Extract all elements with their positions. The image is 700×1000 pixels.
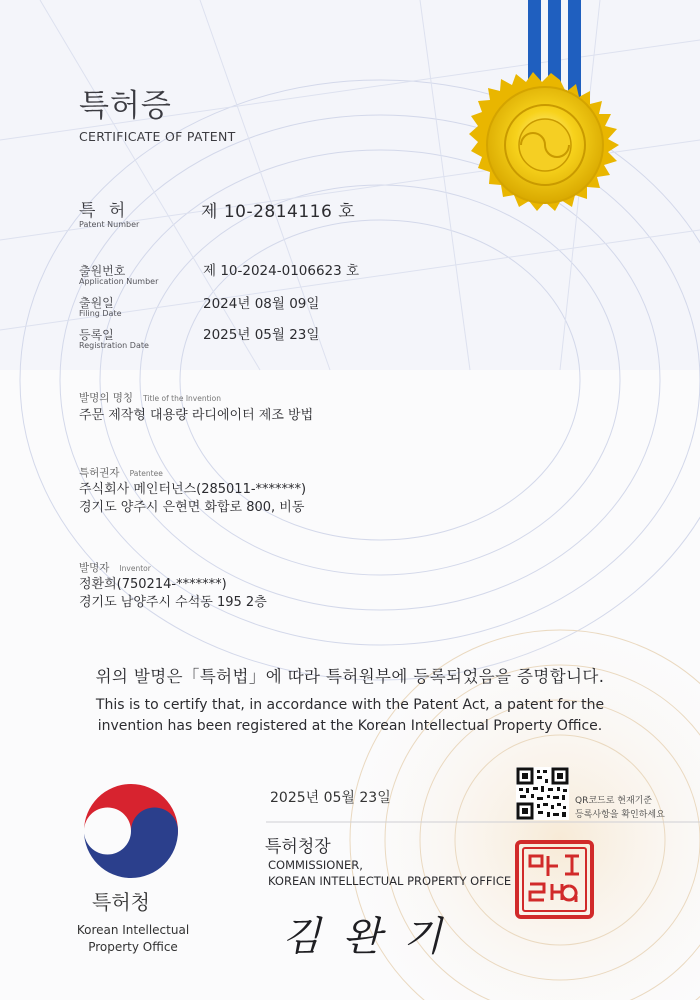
certification-statement-en-line1: This is to certify that, in accordance with the Patent Act, a patent for the: [95, 697, 605, 713]
patentee-address: 경기도 양주시 은현면 화합로 800, 비동: [79, 500, 305, 515]
patentee-label-en: Patentee: [129, 469, 163, 478]
invention-title-label: 발명의 명칭: [79, 392, 134, 404]
application-number-value: 제 10-2024-0106623 호: [203, 263, 360, 279]
registration-date-value: 2025년 05월 23일: [203, 327, 320, 343]
office-name-en: [68, 922, 198, 956]
certificate-subtitle: CERTIFICATE OF PATENT: [79, 129, 236, 144]
filing-date-value: 2024년 08월 09일: [203, 296, 320, 312]
application-number-label-en: Application Number: [79, 277, 159, 286]
inventor-label-en: Inventor: [119, 564, 151, 573]
patent-number-value: 제 10-2814116 호: [201, 202, 356, 222]
inventor-address: 경기도 남양주시 수석동 195 2층: [79, 595, 267, 610]
registration-date-label-en: Registration Date: [79, 341, 149, 350]
patentee-label: 특허권자: [79, 467, 120, 479]
qr-note-line1: QR코드로 현재기준: [575, 796, 653, 806]
commissioner-signature: 김완기: [282, 914, 464, 960]
inventor-name: 정환희(750214-*******): [79, 577, 227, 592]
commissioner-title-en-line1: COMMISSIONER,: [268, 858, 363, 872]
certification-statement-ko: 위의 발명은「특허법」에 따라 특허원부에 등록되었음을 증명합니다.: [95, 667, 605, 686]
issue-date: 2025년 05월 23일: [270, 790, 391, 806]
invention-title-label-en: Title of the Invention: [143, 394, 221, 403]
qr-note-line2: 등록사항을 확인하세요: [575, 810, 665, 820]
office-name-en-line1: Korean Intellectual: [76, 923, 190, 937]
office-name-ko: 특허청: [92, 890, 150, 914]
commissioner-title-ko: 특허청장: [265, 837, 331, 857]
patent-number-label-en: Patent Number: [79, 220, 140, 229]
patent-number-label: 특 허: [79, 201, 130, 221]
registration-date-label: 등록일: [79, 328, 114, 342]
qr-note: [575, 794, 665, 822]
invention-title-label-row: [79, 386, 221, 405]
inventor-label: 발명자: [79, 562, 110, 574]
office-name-en-line2: Property Office: [88, 940, 178, 954]
application-number-label: 출원번호: [79, 264, 126, 278]
qr-code-icon: [516, 767, 569, 820]
invention-title-value: 주문 제작형 대용량 라디에이터 제조 방법: [79, 408, 314, 423]
commissioner-title-en-line2: KOREAN INTELLECTUAL PROPERTY OFFICE: [268, 874, 512, 888]
filing-date-label: 출원일: [79, 296, 114, 310]
patentee-name: 주식회사 메인터넌스(285011-*******): [79, 482, 307, 497]
certificate-title: 특허증: [79, 88, 172, 124]
filing-date-label-en: Filing Date: [79, 309, 122, 318]
certification-statement-en-line2: invention has been registered at the Korean Intellectual Property Office.: [97, 718, 603, 734]
